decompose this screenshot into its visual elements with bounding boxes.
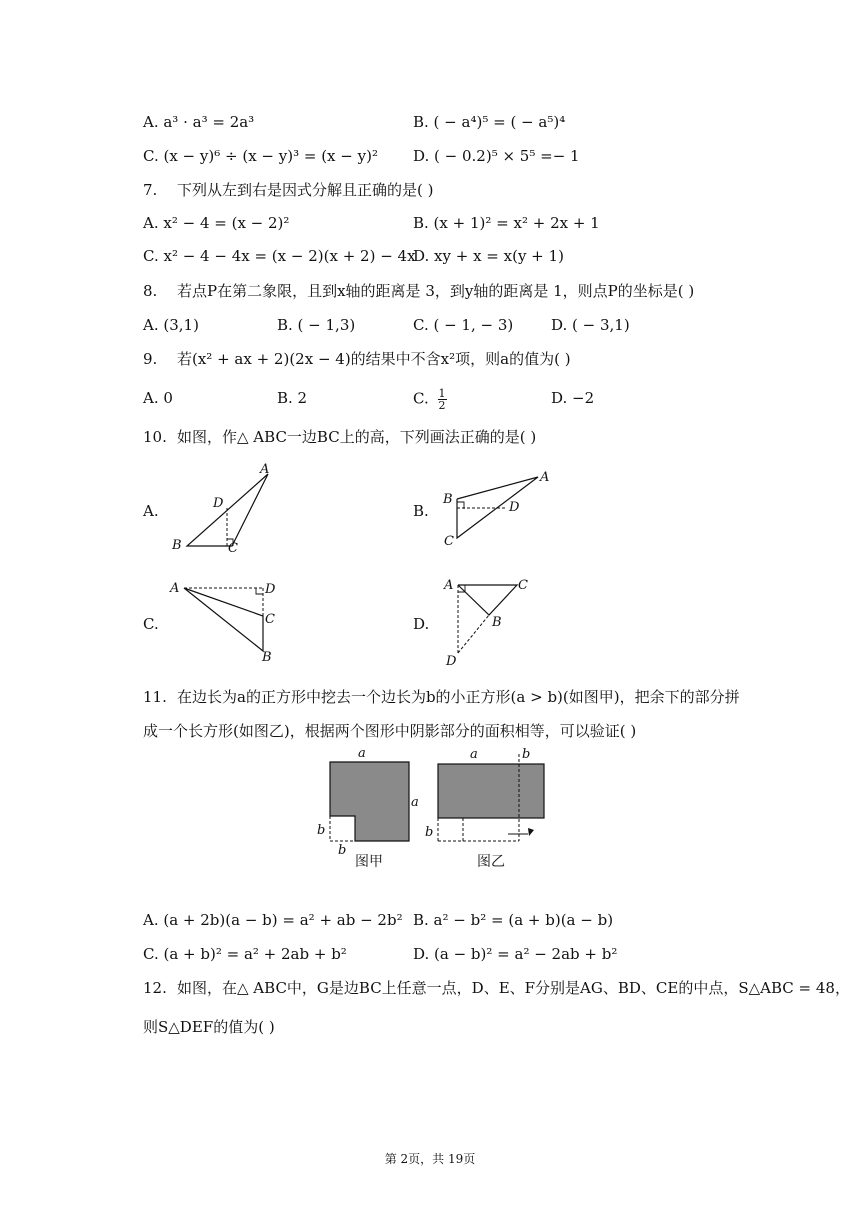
- q7-text: 下列从左到右是因式分解且正确的是( ): [177, 181, 434, 199]
- q10-stem: [143, 427, 536, 447]
- figure-jia-side-a-top: a: [358, 746, 366, 761]
- q12-text-1: 如图，在△ ABC中，G是边BC上任意一点，D、E、F分别是AG、BD、CE的中点，S△ABC = 48，: [177, 979, 850, 997]
- q9-option-a: A. 0: [143, 389, 173, 407]
- q7-option-b: B. (x + 1)² = x² + 2x + 1: [413, 214, 600, 232]
- q12-number: 12.: [143, 979, 167, 997]
- q10-c-point-b: B: [262, 650, 272, 665]
- figure-yi-side-a: a: [470, 747, 478, 762]
- q11-option-c: C. (a + b)² = a² + 2ab + b²: [143, 945, 347, 963]
- q10-d-point-c: C: [518, 578, 528, 593]
- q10-b-point-c: C: [444, 534, 454, 549]
- q11-option-b: B. a² − b² = (a + b)(a − b): [413, 911, 614, 929]
- q6-option-d: D. ( − 0.2)⁵ × 5⁵ =− 1: [413, 147, 580, 165]
- q10-figure-b: [440, 465, 560, 550]
- q9-option-c-label: C.: [413, 389, 429, 408]
- q10-a-point-b: B: [172, 538, 182, 553]
- q10-figure-c: [168, 580, 288, 670]
- q8-stem: [143, 281, 694, 301]
- q7-number: 7.: [143, 181, 158, 199]
- q9-option-c-fraction: [438, 388, 447, 411]
- q10-number: 10.: [143, 428, 167, 446]
- figure-yi-caption: 图乙: [477, 854, 505, 870]
- q9-option-c: [413, 388, 447, 411]
- q10-d-point-a: A: [444, 578, 454, 593]
- figure-jia-side-b-left: b: [317, 823, 326, 838]
- q10-c-point-d: D: [265, 582, 276, 597]
- figure-yi-side-b-top: b: [522, 747, 531, 762]
- q8-option-d: D. ( − 3,1): [551, 316, 630, 334]
- q10-figure-a: [165, 462, 285, 557]
- fraction-denominator: 2: [438, 399, 446, 412]
- q11-text-1: 在边长为a的正方形中挖去一个边长为b的小正方形(a > b)(如图甲)，把余下的部分拼: [177, 688, 740, 706]
- q10-b-point-b: B: [443, 492, 453, 507]
- q10-a-point-a: A: [260, 462, 270, 477]
- q11-number: 11.: [143, 688, 167, 706]
- q8-option-c: C. ( − 1, − 3): [413, 316, 514, 334]
- figure-yi-side-b-left: b: [425, 825, 434, 840]
- q10-c-point-a: A: [170, 581, 180, 596]
- q6-option-b: B. ( − a⁴)⁵ = ( − a⁵)⁴: [413, 113, 566, 131]
- q10-option-d-label: D.: [413, 615, 430, 633]
- figure-yi-shaded-region: [438, 764, 544, 818]
- q9-text: 若(x² + ax + 2)(2x − 4)的结果中不含x²项，则a的值为( ): [177, 350, 571, 368]
- q10-a-point-c: C: [228, 541, 238, 556]
- fraction-numerator: 1: [438, 387, 446, 400]
- q9-number: 9.: [143, 350, 158, 368]
- q7-option-d: D. xy + x = x(y + 1): [413, 247, 564, 265]
- figure-jia: [317, 746, 419, 858]
- q10-b-point-a: A: [540, 470, 550, 485]
- q10-text: 如图，作△ ABC一边BC上的高，下列画法正确的是( ): [177, 428, 537, 446]
- q11-stem-line2: 成一个长方形(如图乙)，根据两个图形中阴影部分的面积相等，可以验证( ): [143, 722, 637, 740]
- q11-figures: [310, 744, 550, 874]
- q10-option-b-label: B.: [413, 502, 429, 520]
- figure-jia-shaded-region: [330, 762, 409, 841]
- figure-jia-side-a-right: a: [411, 795, 419, 810]
- q7-option-a: A. x² − 4 = (x − 2)²: [143, 214, 290, 232]
- q8-option-b: B. ( − 1,3): [277, 316, 356, 334]
- q9-option-d: D. −2: [551, 389, 595, 407]
- q10-d-point-d: D: [446, 654, 457, 669]
- q10-b-point-d: D: [509, 500, 520, 515]
- q8-text: 若点P在第二象限，且到x轴的距离是 3，到y轴的距离是 1，则点P的坐标是( ): [177, 282, 695, 300]
- q10-a-point-d: D: [213, 496, 224, 511]
- q10-figure-d: [440, 575, 560, 670]
- q11-option-a: A. (a + 2b)(a − b) = a² + ab − 2b²: [143, 911, 403, 929]
- q11-option-d: D. (a − b)² = a² − 2ab + b²: [413, 945, 618, 963]
- q10-option-a-label: A.: [143, 502, 159, 520]
- q9-stem: [143, 349, 571, 369]
- q6-option-a: A. a³ · a³ = 2a³: [143, 113, 255, 131]
- q12-stem-line2: 则S△DEF的值为( ): [143, 1018, 275, 1036]
- q9-option-b: B. 2: [277, 389, 308, 407]
- figure-jia-side-b-bottom: b: [338, 843, 347, 858]
- q10-d-point-b: B: [492, 615, 502, 630]
- q11-stem-line1: [143, 687, 740, 707]
- page-footer: 第 2页，共 19页: [384, 1152, 476, 1166]
- q8-number: 8.: [143, 282, 158, 300]
- q8-option-a: A. (3,1): [143, 316, 199, 334]
- figure-jia-caption: 图甲: [355, 854, 383, 870]
- q7-option-c: C. x² − 4 − 4x = (x − 2)(x + 2) − 4x: [143, 247, 416, 265]
- q6-option-c: C. (x − y)⁶ ÷ (x − y)³ = (x − y)²: [143, 147, 378, 165]
- q7-stem: [143, 180, 433, 200]
- q10-option-c-label: C.: [143, 615, 159, 633]
- q12-stem-line1: [143, 978, 850, 998]
- q10-c-point-c: C: [265, 612, 275, 627]
- figure-yi: [425, 747, 544, 841]
